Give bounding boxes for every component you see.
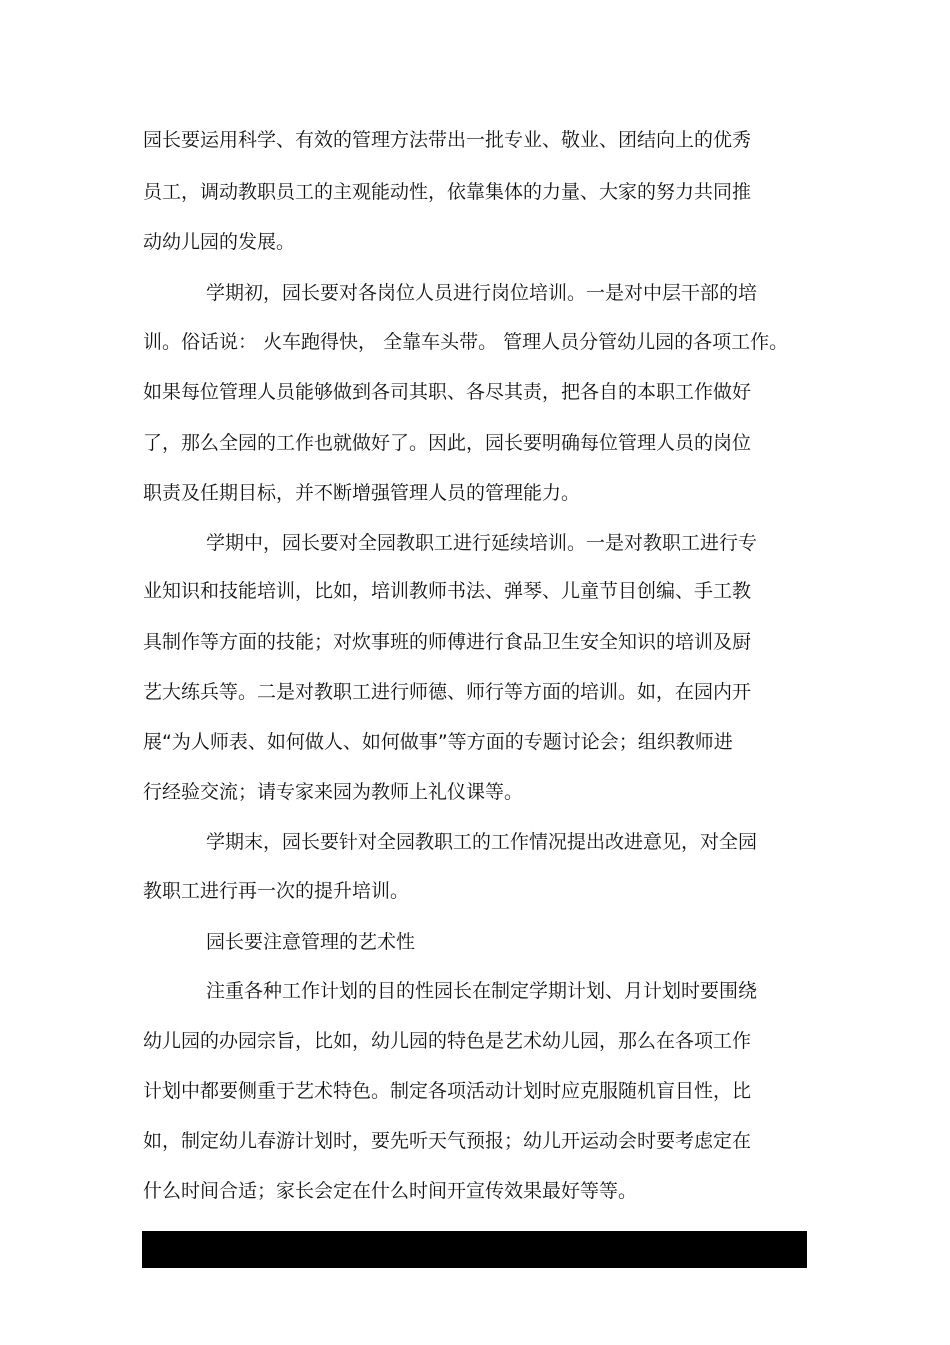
text-line: 什么时间合适；家长会定在什么时间开宣传效果最好等等。 (143, 1180, 638, 1202)
black-bar (142, 1231, 807, 1268)
text-line: 学期初，园长要对各岗位人员进行岗位培训。一是对中层干部的培 (206, 282, 758, 304)
text-line: 行经验交流；请专家来园为教师上礼仪课等。 (143, 781, 524, 803)
text-line: 展“为人师表、如何做人、如何做事”等方面的专题讨论会；组织教师进 (143, 731, 733, 753)
text-line: 计划中都要侧重于艺术特色。制定各项活动计划时应克服随机盲目性，比 (143, 1080, 752, 1102)
text-line: 如，制定幼儿春游计划时，要先听天气预报；幼儿开运动会时要考虑定在 (143, 1130, 752, 1152)
text-line: 如果每位管理人员能够做到各司其职、各尽其责，把各自的本职工作做好 (143, 381, 752, 403)
text-line: 艺大练兵等。二是对教职工进行师德、师行等方面的培训。如，在园内开 (143, 681, 752, 703)
text-line: 业知识和技能培训，比如，培训教师书法、弹琴、儿童节目创编、手工教 (143, 580, 752, 602)
text-line: 动幼儿园的发展。 (143, 231, 296, 253)
text-line: 学期末，园长要针对全园教职工的工作情况提出改进意见，对全园 (206, 831, 758, 853)
text-line: 了，那么全园的工作也就做好了。因此，园长要明确每位管理人员的岗位 (143, 432, 752, 454)
section-heading: 园长要注意管理的艺术性 (206, 931, 416, 953)
text-line: 园长要运用科学、有效的管理方法带出一批专业、敬业、团结向上的优秀 (143, 129, 752, 151)
text-line: 职责及任期目标，并不断增强管理人员的管理能力。 (143, 482, 581, 504)
text-line: 幼儿园的办园宗旨，比如，幼儿园的特色是艺术幼儿园，那么在各项工作 (143, 1030, 752, 1052)
text-line: 训。俗话说： 火车跑得快， 全靠车头带。 管理人员分管幼儿园的各项工作。 (143, 331, 789, 353)
text-line: 教职工进行再一次的提升培训。 (143, 880, 410, 902)
text-line: 员工，调动教职员工的主观能动性，依靠集体的力量、大家的努力共同推 (143, 181, 752, 203)
text-line: 学期中，园长要对全园教职工进行延续培训。一是对教职工进行专 (206, 532, 758, 554)
text-line: 具制作等方面的技能；对炊事班的师傅进行食品卫生安全知识的培训及厨 (143, 631, 752, 653)
text-line: 注重各种工作计划的目的性园长在制定学期计划、月计划时要围绕 (206, 980, 758, 1002)
